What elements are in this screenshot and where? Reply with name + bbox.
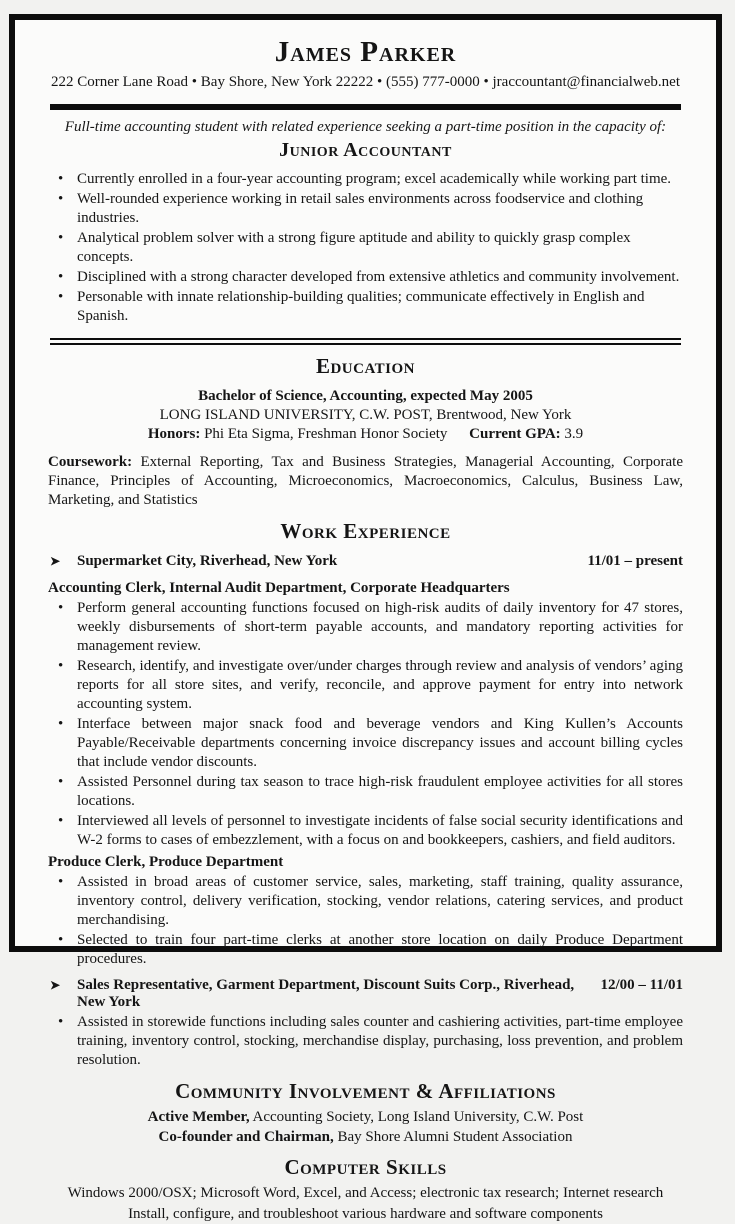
coursework-paragraph <box>48 453 683 510</box>
employment-dates: 11/01 – present <box>587 553 683 569</box>
employment-dates: 12/00 – 11/01 <box>600 977 683 993</box>
experience-bullet: • Research, identify, and investigate over/under charges through review and analysis of vendors’ aging reports for all store sites, and verify, reconcile, and approve payment for entry into network accounting system. <box>48 657 683 714</box>
experience-heading: Work Experience <box>280 519 451 543</box>
gpa-label: Current GPA: <box>469 426 561 442</box>
highlight-item: • Personable with innate relationship-building qualities; communicate effectively in English and Spanish. <box>48 288 683 326</box>
arrow-bullet-icon: ➤ <box>50 978 61 992</box>
education-degree: Bachelor of Science, Accounting, expected May 2005 <box>198 388 533 404</box>
affiliation-detail: Bay Shore Alumni Student Association <box>333 1129 573 1145</box>
honors-value: Phi Eta Sigma, Freshman Honor Society <box>204 426 448 442</box>
employer-row-supermarket <box>48 553 683 570</box>
affiliation-line <box>48 1108 683 1126</box>
objective-highlights <box>48 170 683 326</box>
highlight-item: • Currently enrolled in a four-year accounting program; excel academically while working part time. <box>48 170 683 189</box>
skills-line: Install, configure, and troubleshoot various hardware and software components <box>128 1206 603 1222</box>
affiliation-detail: Accounting Society, Long Island University, C.W. Post <box>249 1109 584 1125</box>
highlight-item: • Disciplined with a strong character developed from extensive athletics and community involvement. <box>48 268 683 287</box>
education-heading: Education <box>315 354 416 378</box>
education-school: LONG ISLAND UNIVERSITY, C.W. POST, Brentwood, New York <box>159 407 572 423</box>
role-title-accounting-clerk: Accounting Clerk, Internal Audit Department, Corporate Headquarters <box>48 580 510 596</box>
experience-bullet: • Perform general accounting functions focused on high-risk audits of daily inventory for 47 stores, weekly disbursements of short-term payable accounts, and mandatory reporting activities for management review. <box>48 599 683 656</box>
experience-bullet: • Interface between major snack food and beverage vendors and King Kullen’s Accounts Payable/Receivable departments concerning invoice discrepancy issues and account billing cycles that include vendor discounts. <box>48 715 683 772</box>
experience-bullet: • Interviewed all levels of personnel to investigate incidents of false social security identifications and W-2 forms to cases of embezzlement, with a focus on and bookkeepers, cashiers, and field auditors. <box>48 812 683 850</box>
highlight-item: • Analytical problem solver with a strong figure aptitude and ability to quickly grasp complex concepts. <box>48 229 683 267</box>
resume-page <box>9 14 722 1222</box>
candidate-name: James Parker <box>274 36 457 68</box>
experience-bullet: • Selected to train four part-time clerks at another store location on daily Produce Department procedures. <box>48 931 683 969</box>
coursework-value: External Reporting, Tax and Business Strategies, Managerial Accounting, Corporate Finance, Principles of Accounting, Microeconomics, Macroeconomics, Calculus, Business Law, Marketing, and Statistics <box>48 454 683 508</box>
produce-clerk-bullets <box>48 873 683 969</box>
experience-bullet: • Assisted Personnel during tax season to trace high-risk fraudulent employee activities for all stores locations. <box>48 773 683 811</box>
objective-title: Junior Accountant <box>279 139 452 161</box>
affiliation-line <box>48 1128 683 1146</box>
header-divider <box>50 104 681 110</box>
arrow-bullet-icon: ➤ <box>50 554 61 568</box>
affiliation-role: Active Member, <box>147 1109 250 1125</box>
education-honors-line <box>48 425 683 443</box>
experience-bullet: • Assisted in storewide functions including sales counter and cashiering activities, part-time employee training, inventory control, stocking, merchandise display, purchasing, loss prevention, and problem resolution. <box>48 1013 683 1070</box>
affiliation-role: Co-founder and Chairman, <box>158 1129 334 1145</box>
section-divider <box>50 338 681 345</box>
employer-name: Sales Representative, Garment Department, Discount Suits Corp., Riverhead, New York <box>77 977 575 1010</box>
skills-heading: Computer Skills <box>284 1155 447 1179</box>
employer-name: Supermarket City, Riverhead, New York <box>77 553 338 569</box>
sales-representative-bullets <box>48 1013 683 1070</box>
objective-intro: Full-time accounting student with related experience seeking a part-time position in the capacity of: <box>64 119 667 135</box>
honors-label: Honors: <box>147 426 201 442</box>
experience-bullet: • Assisted in broad areas of customer service, sales, marketing, staff training, quality assurance, inventory control, delivery verification, stocking, vendor relations, catering services, and product merchandising. <box>48 873 683 930</box>
community-heading: Community Involvement & Affiliations <box>175 1079 556 1103</box>
accounting-clerk-bullets <box>48 599 683 850</box>
highlight-item: • Well-rounded experience working in retail sales environments across foodservice and clothing industries. <box>48 190 683 228</box>
role-title-produce-clerk: Produce Clerk, Produce Department <box>48 854 284 870</box>
coursework-label: Coursework: <box>48 454 133 470</box>
skills-line: Windows 2000/OSX; Microsoft Word, Excel, and Access; electronic tax research; Internet research <box>67 1185 664 1201</box>
contact-line: 222 Corner Lane Road • Bay Shore, New York 22222 • (555) 777-0000 • jraccountant@financialweb.net <box>50 74 680 90</box>
gpa-value: 3.9 <box>564 426 584 442</box>
employer-row-discount-suits <box>48 977 683 1011</box>
